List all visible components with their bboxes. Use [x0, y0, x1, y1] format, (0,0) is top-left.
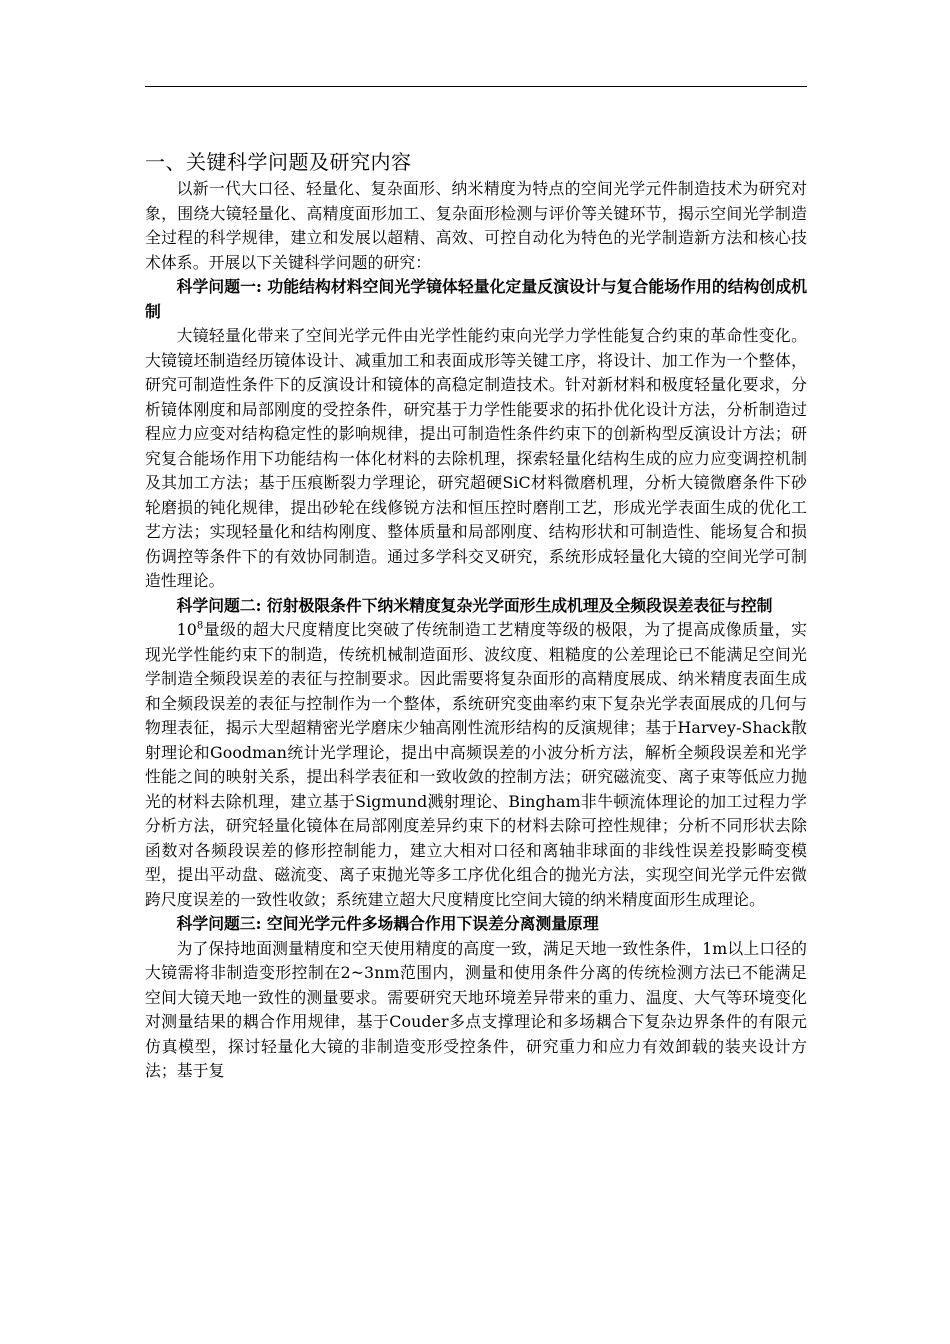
question-1-title: 科学问题一: 功能结构材料空间光学镜体轻量化定量反演设计与复合能场作用的结构创成机制 — [145, 277, 807, 321]
intro-paragraph: 以新一代大口径、轻量化、复杂面形、纳米精度为特点的空间光学元件制造技术为研究对象，围绕大镜轻量化、高精度面形加工、复杂面形检测与评价等关键环节，揭示空间光学制造全过程的科学规律，建立和发展以超精、高效、可控自动化为特色的光学制造新方法和核心技术体系。开展以下关键科学问题的研究： — [145, 179, 807, 272]
question-2-title: 科学问题二: 衍射极限条件下纳米精度复杂光学面形生成机理及全频段误差表征与控制 — [176, 595, 773, 615]
question-2-body — [145, 618, 807, 912]
section-heading: 一、关键科学问题及研究内容 — [145, 150, 412, 174]
question-2-lead-number: 10 — [176, 620, 197, 639]
question-3-body: 为了保持地面测量精度和空天使用精度的高度一致，满足天地一致性条件，1m以上口径的大镜需将非制造变形控制在2~3nm范围内，测量和使用条件分离的传统检测方法已不能满足空间大镜天地一致性的测量要求。需要研究天地环境差异带来的重力、温度、大气等环境变化对测量结果的耦合作用规律，基于Couder多点支撑理论和多场耦合下复杂边界条件的有限元仿真模型，探讨轻量化大镜的非制造变形受控条件，研究重力和应力有效卸载的装夹设计方法；基于复 — [145, 938, 807, 1080]
question-2-exponent: 8 — [196, 620, 204, 632]
question-2-body-text: 量级的超大尺度精度比突破了传统制造工艺精度等级的极限，为了提高成像质量，实现光学性能约束下的制造，传统机械制造面形、波纹度、粗糙度的公差理论已不能满足空间光学制造全频段误差的表征与控制要求。因此需要将复杂面形的高精度展成、纳米精度表面生成和全频段误差的表征与控制作为一个整体，系统研究变曲率约束下复杂光学表面展成的几何与物理表征，揭示大型超精密光学磨床少轴高刚性流形结构的反演规律；基于Harvey-Shack散射理论和Goodman统计光学理论，提出中高频误差的小波分析方法，解析全频段误差和光学性能之间的映射关系，提出科学表征和一致收敛的控制方法；研究磁流变、离子束等低应力抛光的材料去除机理，建立基于Sigmund溅射理论、Bingham非牛顿流体理论的加工过程力学分析方法，研究轻量化镜体在局部刚度差异约束下的材料去除可控性规律；分析不同形状去除函数对各频段误差的修形控制能力，建立大相对口径和离轴非球面的非线性误差投影畸变模型，提出平动盘、磁流变、离子束抛光等多工序优化组合的抛光方法，实现空间光学元件宏微跨尺度误差的一致性收敛；系统建立超大尺度精度比空间大镜的纳米精度面形生成理论。 — [145, 620, 807, 909]
question-3-title: 科学问题三: 空间光学元件多场耦合作用下误差分离测量原理 — [176, 914, 599, 933]
header-rule — [145, 86, 807, 87]
question-1-body: 大镜轻量化带来了空间光学元件由光学性能约束向光学力学性能复合约束的革命性变化。大镜镜坯制造经历镜体设计、减重加工和表面成形等关键工序，将设计、加工作为一个整体，研究可制造性条件下的反演设计和镜体的高稳定制造技术。针对新材料和极度轻量化要求，分析镜体刚度和局部刚度的受控条件，研究基于力学性能要求的拓扑优化设计方法，分析制造过程应力应变对结构稳定性的影响规律，提出可制造性条件约束下的创新构型反演设计方法；研究复合能场作用下功能结构一体化材料的去除机理，探索轻量化结构生成的应力应变调控机制及其加工方法；基于压痕断裂力学理论，研究超硬SiC材料微磨机理，分析大镜微磨条件下砂轮磨损的钝化规律，提出砂轮在线修锐方法和恒压控时磨削工艺，形成光学表面生成的优化工艺方法；实现轻量化和结构刚度、整体质量和局部刚度、结构形状和可制造性、能场复合和损伤调控等条件下的有效协同制造。通过多学科交叉研究，系统形成轻量化大镜的空间光学可制造性理论。 — [145, 326, 807, 590]
document-body — [145, 148, 807, 1084]
